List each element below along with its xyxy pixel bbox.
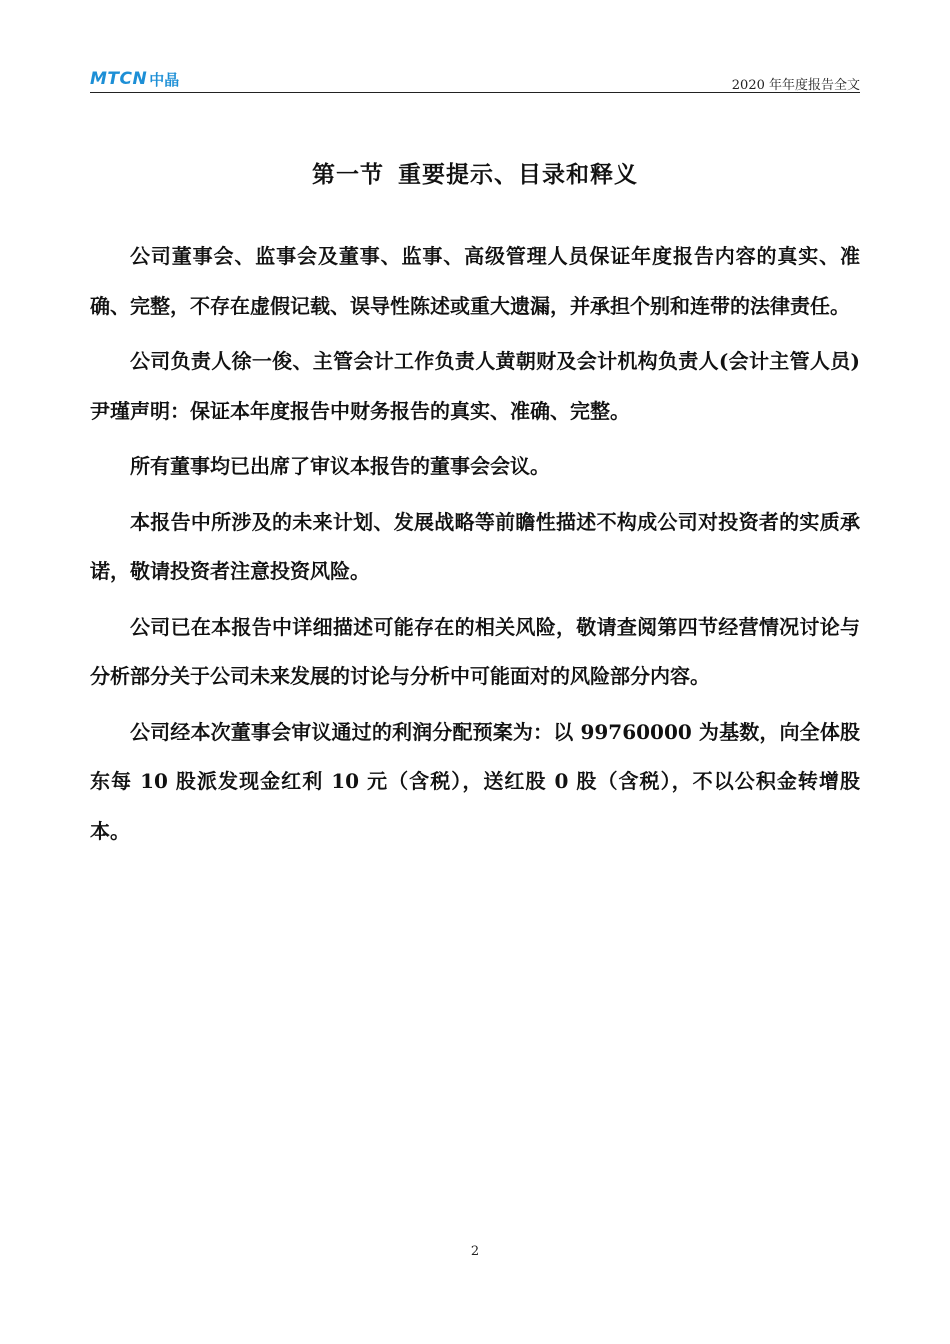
paragraph-risk: 公司已在本报告中详细描述可能存在的相关风险，敬请查阅第四节经营情况讨论与分析部分关于公司未来发展的讨论与分析中可能面对的风险部分内容。	[90, 614, 860, 688]
paragraph-dividend: 公司经本次董事会审议通过的利润分配预案为：以 99760000 为基数，向全体股东每 10 股派发现金红利 10 元（含税），送红股 0 股（含税），不以公积金转增股本。	[90, 719, 860, 843]
paragraph-attendance: 所有董事均已出席了审议本报告的董事会会议。	[130, 454, 550, 478]
logo-latin-text: MTCN	[90, 69, 148, 89]
document-body	[90, 232, 860, 862]
paragraph-forward-looking: 本报告中所涉及的未来计划、发展战略等前瞻性描述不构成公司对投资者的实质承诺，敬请投资者注意投资风险。	[90, 509, 860, 583]
page-number: 2	[470, 1244, 480, 1259]
paragraph-responsibility: 公司董事会、监事会及董事、监事、高级管理人员保证年度报告内容的真实、准确、完整，不存在虚假记载、误导性陈述或重大遗漏，并承担个别和连带的法律责任。	[90, 244, 860, 318]
logo-cjk-text: 中晶	[149, 70, 180, 89]
section-number: 第一节	[312, 161, 384, 188]
paragraph-declaration: 公司负责人徐一俊、主管会计工作负责人黄朝财及会计机构负责人(会计主管人员)尹瑾声明：保证本年度报告中财务报告的真实、准确、完整。	[90, 349, 860, 423]
section-heading: 重要提示、目录和释义	[398, 161, 638, 188]
company-logo	[90, 69, 179, 89]
page-header	[90, 68, 860, 93]
report-name: 2020 年年度报告全文	[731, 78, 860, 93]
section-title	[0, 156, 950, 189]
